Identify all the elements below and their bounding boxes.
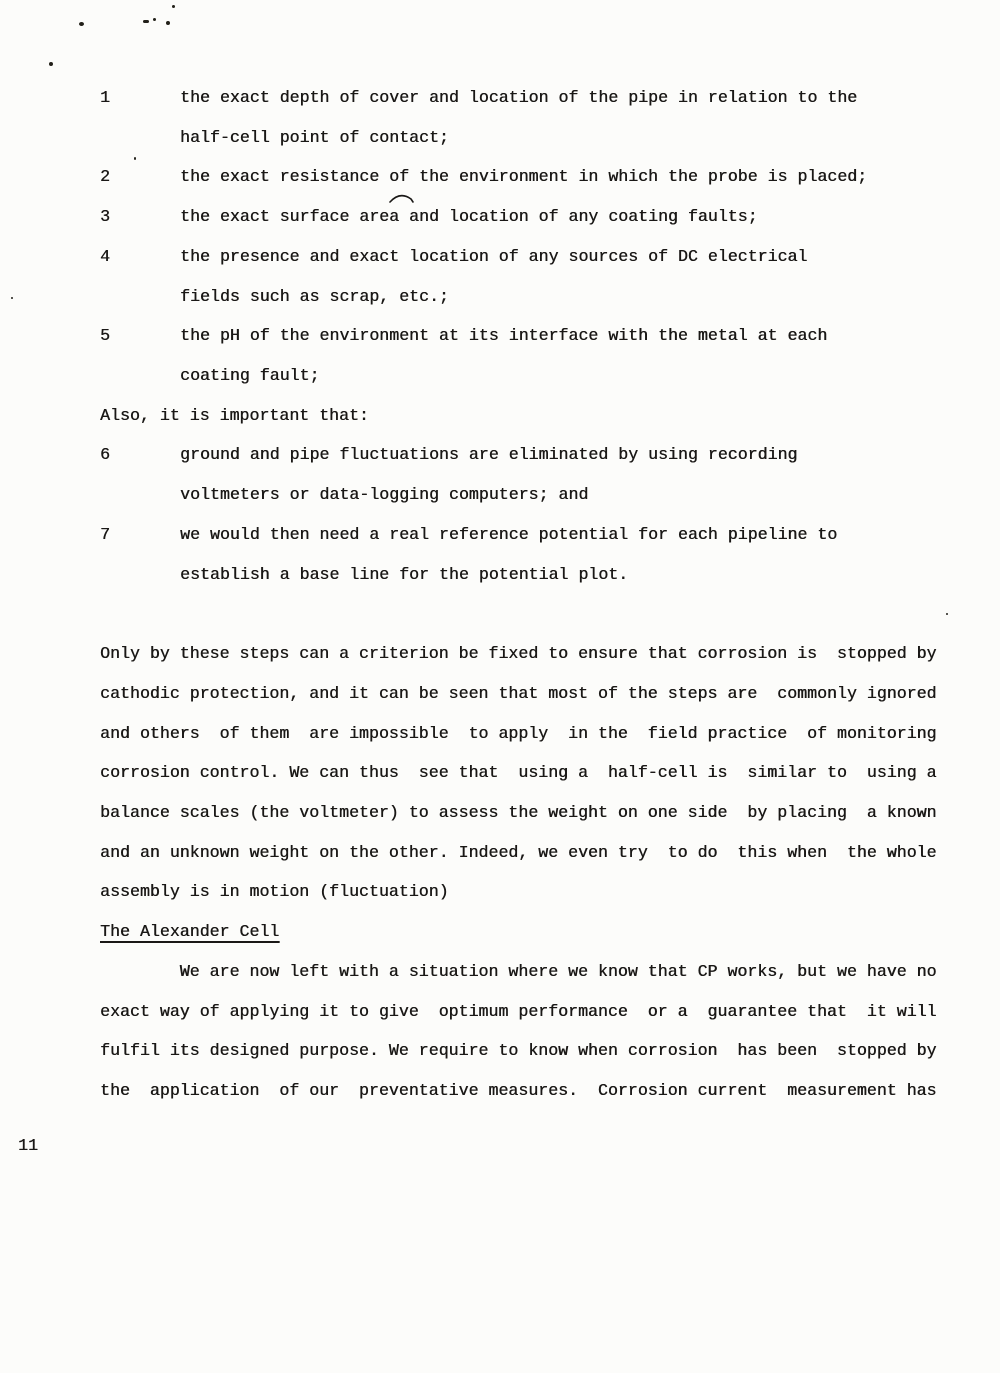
list-item-text: establish a base line for the potential plot.: [180, 564, 629, 584]
list-item: [100, 515, 936, 555]
ink-speck: [946, 613, 948, 615]
ink-speck: [166, 21, 170, 25]
list-item-text: coating fault;: [180, 366, 320, 386]
list-item-continuation: [100, 277, 936, 317]
list-interjection: Also, it is important that:: [100, 405, 369, 425]
list-item-number: 1: [100, 88, 110, 107]
list-item-text: ground and pipe fluctuations are eliminated by using recording: [180, 445, 798, 465]
page-number: 11: [18, 1136, 38, 1155]
ink-speck: [143, 20, 149, 23]
paragraph-line: balance scales (the voltmeter) to assess the weight on one side by placing a known: [100, 802, 937, 822]
list-item-text: the exact resistance of the environment in which the probe is placed;: [180, 167, 868, 187]
ink-speck: [49, 62, 53, 66]
list-item: [100, 237, 936, 277]
paragraph-line: Only by these steps can a criterion be fixed to ensure that corrosion is stopped by: [100, 644, 937, 664]
paragraph-line: and others of them are impossible to apply in the field practice of monitoring: [100, 723, 937, 743]
list-item-continuation: [100, 555, 936, 595]
paragraph-line: fulfil its designed purpose. We require to know when corrosion has been stopped by: [100, 1041, 937, 1061]
list-item-text: the exact depth of cover and location of the pipe in relation to the: [180, 88, 858, 107]
paragraph-line: assembly is in motion (fluctuation): [100, 882, 449, 902]
list-item-number: 4: [100, 246, 110, 266]
list-item-text: the exact surface area and location of any coating faults;: [180, 207, 758, 227]
list-item-text: the pH of the environment at its interface with the metal at each: [180, 326, 828, 346]
ink-speck: [79, 22, 84, 26]
section-heading: [100, 912, 936, 952]
paragraph-line: We are now left with a situation where we know that CP works, but we have no: [100, 961, 937, 981]
paragraph-line: and an unknown weight on the other. Indeed, we even try to do this when the whole: [100, 842, 937, 862]
ink-speck: [172, 5, 175, 8]
paragraph-line: corrosion control. We can thus see that using a half-cell is similar to using a: [100, 763, 937, 783]
section-heading-text: The Alexander Cell: [100, 922, 280, 942]
ink-speck: [153, 18, 156, 21]
list-item-number: 3: [100, 207, 110, 227]
list-item-text: fields such as scrap, etc.;: [180, 286, 449, 306]
list-item: [100, 197, 936, 237]
ink-speck: [11, 297, 13, 299]
list-item: [100, 316, 936, 356]
paragraph-line: cathodic protection, and it can be seen that most of the steps are commonly ignored: [100, 683, 937, 703]
list-item-number: 2: [100, 167, 110, 187]
list-item: [100, 435, 936, 475]
list-item-text: the presence and exact location of any sources of DC electrical: [180, 246, 808, 266]
list-item-continuation: [100, 475, 936, 515]
list-item-text: we would then need a real reference potential for each pipeline to: [180, 524, 838, 544]
list-item-text: voltmeters or data-logging computers; and: [180, 485, 589, 505]
paragraph-gap: [100, 594, 936, 634]
page-body: [100, 78, 936, 1111]
list-item-number: 7: [100, 524, 110, 544]
list-item-continuation: [100, 356, 936, 396]
paragraph-line: exact way of applying it to give optimum performance or a guarantee that it will: [100, 1001, 937, 1021]
list-item-number: 5: [100, 326, 110, 346]
paragraph-line: the application of our preventative measures. Corrosion current measurement has: [100, 1080, 937, 1100]
list-item-continuation: [100, 118, 936, 158]
list-item: [100, 157, 936, 197]
list-item-text: half-cell point of contact;: [180, 127, 449, 147]
list-item: [100, 78, 936, 118]
list-item-number: 6: [100, 445, 110, 465]
